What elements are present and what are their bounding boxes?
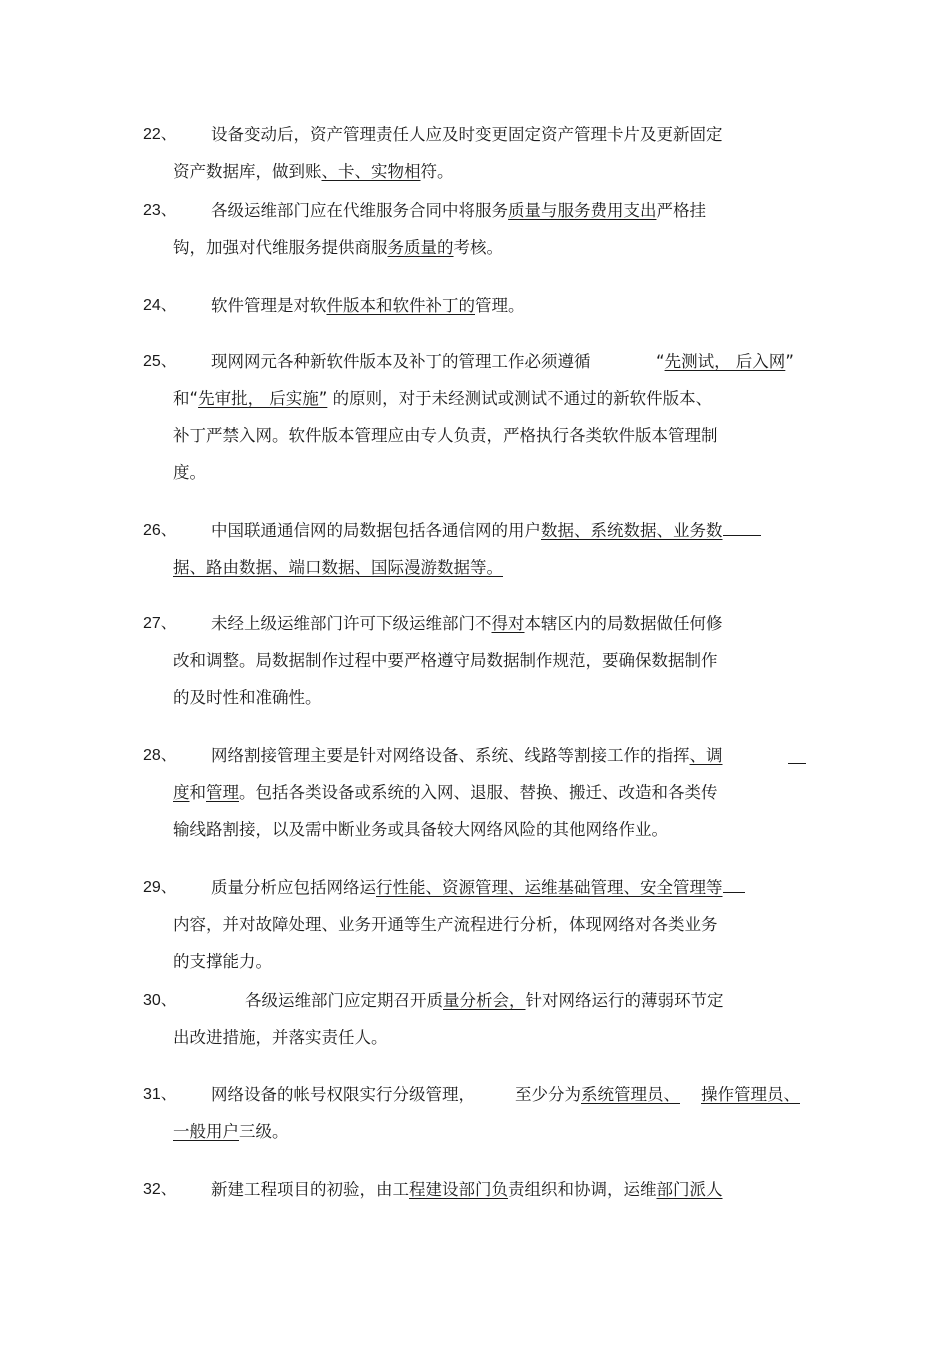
underlined-text: 量分析会， <box>443 991 526 1010</box>
text-segment: 钩，加强对代维服务提供商服 <box>173 238 388 257</box>
item-number: 29、 <box>143 879 177 896</box>
text-segment: 各级运维部门应在代维服务合同中将服务 <box>211 201 508 220</box>
item-number: 23、 <box>143 202 177 219</box>
item-text-line <box>173 783 718 803</box>
item-text-line <box>173 915 718 935</box>
underlined-text: 操作管理员、 <box>701 1085 800 1104</box>
text-segment: 出改进措施，并落实责任人。 <box>173 1028 388 1047</box>
item-number: 25、 <box>143 353 177 370</box>
underlined-text: 系统管理员、 <box>581 1085 680 1104</box>
text-segment: 针对网络运行的薄弱环节定 <box>525 991 724 1010</box>
text-segment: 符。 <box>420 162 454 181</box>
item-number: 24、 <box>143 297 177 314</box>
item-text-line <box>173 463 206 483</box>
text-segment: 三级。 <box>239 1122 289 1141</box>
item-text-line <box>173 1122 289 1142</box>
text-segment: 责组织和协调，运维 <box>508 1180 657 1199</box>
item-text-line <box>173 389 712 409</box>
item-text-line <box>173 820 668 840</box>
underlined-text: 一般用户 <box>173 1122 239 1141</box>
item-number: 28、 <box>143 747 177 764</box>
underlined-text: 行性能、资源管理、运维基础管理、安全管理等 <box>376 878 723 897</box>
text-segment: 输线路割接，以及需中断业务或具备较大网络风险的其他网络作业。 <box>173 820 668 839</box>
underlined-text: 务质量的 <box>387 238 454 257</box>
item-number: 22、 <box>143 126 177 143</box>
item-text-line <box>173 651 718 671</box>
text-segment: 新建工程项目的初验，由工 <box>211 1180 409 1199</box>
underlined-text: 数据、系统数据、业务数 <box>541 521 723 540</box>
underlined-text: 得对 <box>491 614 525 633</box>
item-text-line <box>211 201 706 221</box>
text-segment: 资产数据库，做到账 <box>173 162 322 181</box>
text-segment: 管理。 <box>475 296 525 315</box>
item-text-line <box>211 878 745 898</box>
text-segment: 的支撑能力。 <box>173 952 272 971</box>
item-text-line <box>656 352 794 372</box>
item-text-line <box>173 162 454 182</box>
item-text-line <box>211 1180 723 1200</box>
text-segment: 内容，并对故障处理、业务开通等生产流程进行分析，体现网络对各类业务 <box>173 915 718 934</box>
item-text-line <box>173 558 503 578</box>
item-text-line <box>211 614 723 634</box>
text-segment: 至少分为 <box>515 1085 581 1104</box>
item-text-line <box>173 238 503 258</box>
underlined-text: 质量与服务费用支出 <box>508 201 657 220</box>
item-text-line <box>173 426 718 446</box>
text-segment: 各级运维部门应定期召开质 <box>245 991 443 1010</box>
item-text-line <box>173 1028 388 1048</box>
item-text-line <box>515 1085 680 1105</box>
text-segment: 改和调整。局数据制作过程中要严格遵守局数据制作规范，要确保数据制作 <box>173 651 718 670</box>
text-segment: 未经上级运维部门许可下级运维部门不 <box>211 614 492 633</box>
underlined-text: 程建设部门负 <box>409 1180 508 1199</box>
item-text-line <box>173 952 272 972</box>
item-number: 26、 <box>143 522 177 539</box>
item-text-line <box>173 688 322 708</box>
item-number: 30、 <box>143 992 177 1009</box>
text-segment: 质量分析应包括网络运 <box>211 878 376 897</box>
text-segment: 的原则，对于未经测试或测试不通过的新软件版本、 <box>327 389 713 408</box>
item-text-line <box>211 352 591 372</box>
text-segment: “ <box>656 352 665 371</box>
text-segment: 和“ <box>173 389 199 408</box>
text-segment: 考核。 <box>453 238 503 257</box>
text-segment: 严格挂 <box>656 201 706 220</box>
text-segment: 设备变动后，资产管理责任人应及时变更固定资产管理卡片及更新固定 <box>211 125 723 144</box>
text-segment: 度。 <box>173 463 206 482</box>
text-segment: 的及时性和准确性。 <box>173 688 322 707</box>
text-segment: 和 <box>189 783 206 802</box>
underlined-text: 、调 <box>689 746 723 765</box>
blank-line <box>723 521 761 536</box>
underlined-text: 度 <box>173 783 190 802</box>
text-segment: 本辖区内的局数据做任何修 <box>524 614 723 633</box>
underlined-text: 管理 <box>206 783 239 802</box>
underlined-text: 部门派人 <box>656 1180 723 1199</box>
item-text-line <box>211 296 525 316</box>
item-text-line <box>211 746 723 766</box>
text-segment: 网络割接管理主要是针对网络设备、系统、线路等割接工作的指挥 <box>211 746 690 765</box>
underlined-text: 件版本和软件补丁的 <box>326 296 475 315</box>
text-segment: 。包括各类设备或系统的入网、退服、替换、搬迁、改造和各类传 <box>239 783 718 802</box>
item-number: 27、 <box>143 615 177 632</box>
item-text-line <box>701 1085 800 1105</box>
underlined-text: 先测试， 后入网 <box>664 352 786 371</box>
item-text-line <box>211 521 761 541</box>
underlined-text: 据、路由数据、端口数据、国际漫游数据等。 <box>173 558 503 577</box>
item-text-line <box>211 1085 475 1105</box>
item-text-line <box>211 125 723 145</box>
text-segment: 网络设备的帐号权限实行分级管理， <box>211 1085 475 1104</box>
underlined-text: 先审批， 后实施” <box>198 389 328 408</box>
blank-line <box>788 749 806 764</box>
text-segment: 补丁严禁入网。软件版本管理应由专人负责，严格执行各类软件版本管理制 <box>173 426 718 445</box>
text-segment: ” <box>785 352 794 371</box>
item-text-line <box>245 991 724 1011</box>
text-segment: 中国联通通信网的局数据包括各通信网的用户 <box>211 521 541 540</box>
item-number: 31、 <box>143 1086 177 1103</box>
blank-line <box>723 878 745 893</box>
item-number: 32、 <box>143 1181 177 1198</box>
underlined-text: 、卡、实物相 <box>321 162 421 181</box>
text-segment: 软件管理是对软 <box>211 296 327 315</box>
text-segment: 现网网元各种新软件版本及补丁的管理工作必须遵循 <box>211 352 591 371</box>
